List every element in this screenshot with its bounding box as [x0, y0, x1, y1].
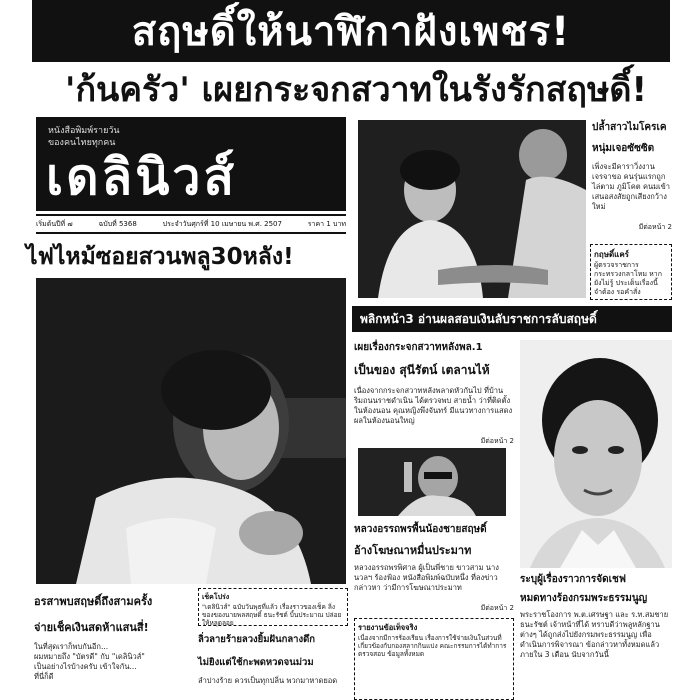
issue-bar-rule-bottom [36, 232, 346, 234]
bottom-left-head-2: จ่ายเช็คเงินสดห้าแสนสี่! [34, 621, 149, 634]
mid-bottom-head-2: ไม่ยิงแต่ใช้กะพดหวดจนม่วม [198, 657, 314, 668]
section-bar-text: พลิกหน้า3 อ่านผลสอบเงินลับราชการลับสฤษดิ์ [360, 311, 597, 326]
right-top-more: มีต่อหน้า 2 [638, 223, 672, 231]
main-photo-illustration [36, 278, 346, 584]
right-top-body: เพิ่งจะมีคาราวิ่งงาน เจรจาขอ คนรุ่นแรกถูกไล่ตาม ภูมิโคต คนมเข้าเสนอสงสัยถูกเสียงกว้าง ใหม่ [592, 162, 670, 211]
photo-young-woman-illustration [520, 340, 672, 568]
woman-story-head-2: หมดทางร้องกรมพระธรรมนูญ [520, 593, 648, 604]
photo-man-with-glasses [358, 448, 506, 516]
photo-young-woman-portrait [520, 340, 672, 568]
photo-woman-and-man-illustration [358, 120, 586, 298]
lawyer-story-head-1: หลวงอรรถพรพื้นน้องชายสฤษดิ์ [354, 524, 487, 535]
right-top-title-2: หนุ่มเจอซัซซิต [592, 143, 655, 154]
woman-story [520, 572, 672, 700]
mirror-story-more: มีต่อหน้า 2 [480, 437, 514, 445]
masthead-tagline-2: ของคนไทยทุกคน [48, 138, 116, 148]
memo-box [354, 618, 514, 700]
issue-founder: เริ่มต้นปีที่ ๗ [36, 219, 73, 228]
banner-headline: สฤษดิ์ให้นาฬิกาฝังเพชร! [131, 9, 571, 55]
fire-headline: ไฟไหม้ซอยสวนพลู30หลัง! [26, 244, 294, 270]
mid-bottom-story [198, 632, 350, 700]
lawyer-story-more: มีต่อหน้า 2 [480, 604, 514, 612]
issue-bar [36, 217, 346, 231]
masthead-name: เดลินิวส์ [46, 148, 237, 206]
bottom-left-body-3: เป็นอย่างไรบ้างครับ เข้าใจกัน... [34, 662, 137, 671]
bottom-left-body-2: ผมหมายถึง "บัตรดี" กับ "เดลินิวส์" [34, 652, 145, 661]
bottom-left-story [34, 592, 196, 700]
sub-headline: 'ก้นครัว' เผยกระจกสวาทในรังรักสฤษดิ์! [65, 70, 647, 110]
photo-woman-and-man [358, 120, 586, 298]
right-box-body: ผู้ตรวจราชการ กระทรวงกลาโหม หาก ยังไม่รู้ ประเด็นเรื่องนี้ จำต้อง รอคำสั่ง [594, 261, 662, 296]
lawyer-story-body: หลวงอรรถพรพิศาล ผู้เป็นพี่ชาย ขาวสาม นางนวลฯ ร้องฟ้อง หนังสือพิมพ์ฉบับหนึ่ง ที่ลงข่าวกล่าวหา ว่ามีการโฆษณาประมาท [354, 563, 499, 592]
banner-headline-box [32, 0, 670, 62]
issue-date: ประจำวันศุกร์ที่ 10 เมษายน พ.ศ. 2507 [162, 219, 282, 228]
photo-man-illustration [358, 448, 506, 516]
issue-number: ฉบับที่ 5368 [98, 219, 137, 228]
section-bar [352, 306, 672, 332]
mid-bottom-head-1: ลิ่วลายร้ายลวงยิ้มฝันกลางดึก [198, 634, 316, 645]
mirror-story-head-1: เผยเรื่องกระจกสวาทหลังพล.1 [354, 342, 483, 353]
checks-box [198, 588, 348, 626]
lawyer-story [354, 522, 514, 614]
right-box [590, 244, 672, 300]
issue-price: ราคา 1 บาท [307, 219, 346, 228]
memo-box-title: รายงานข้อเท็จจริง [358, 623, 418, 632]
right-top-story [592, 120, 672, 238]
lawyer-story-head-2: อ้างโฆษณาหมื่นประมาท [354, 544, 472, 557]
issue-bar-rule-top [36, 214, 346, 216]
masthead [36, 117, 346, 211]
right-top-title-1: ปล้ำสาวไมโครเค [592, 122, 667, 133]
masthead-tagline-1: หนังสือพิมพ์รายวัน [48, 126, 120, 136]
mirror-story-head-2: เป็นของ สุนีรัตน์ เตลานไห้ [354, 363, 490, 377]
checks-box-title: เช็คโปร่ง [202, 593, 230, 601]
mirror-story [354, 340, 514, 446]
woman-story-head-1: ระบุผู้เรื่องราวการจัดเชฟ [520, 574, 626, 585]
mid-bottom-body: ลำปางร้าย ควรเป็นทุกปลิ่น พวกมาหาดยอด [198, 676, 338, 685]
woman-story-body: พระราชโองการ พ.ต.เศรษฐา และ ร.ท.สมชาย ธนะรัชต์ เจ้าหน้าที่ได้ ทราบดีว่าพลูหลักฐาน ต่างๆ ได้ถูกส่งไปยังกรมพระธรรมนูญ เพื่อดำเนินการพิจารณา ข้อกล่าวหาทั้งหมดแล้ว ภายใน 3 เดือน นับจากวันนี้ [520, 610, 669, 659]
main-photo-woman-seated [36, 278, 346, 584]
mirror-story-body: เนื่องจากกระจกสวาทหลังพลาดหัวกันไป ที่บ้าน ริมถนนราชดำเนิน ได้ตรวจพบ สายน้ำ ว่าที่ติดตั้งในห้องนอน คุณหญิงพึงจันทร์ มีแนวทางการแสดงผลในห้องนอนใหญ่ [354, 386, 513, 425]
bottom-left-body-1: ในที่สุดเราก็พบกันอีก... [34, 642, 109, 651]
memo-box-body: เนื่องจากมีการร้องเรียน เรื่องการใช้จ่ายเงินในส่วนที่เกี่ยวข้องกับกองสลากกินแบ่ง คณะกรรมการได้ทำการตรวจสอบ ข้อมูลทั้งหมด [358, 634, 507, 658]
bottom-left-body-4: ที่นี่ก็ดี [34, 672, 54, 681]
checks-box-body: "เดลินิวส์" ฉบับวันพุธที่แล้ว เรื่องราวของเช็ค ลิ่งของของนายพลสฤษดิ์ ธนะรัชต์ บิ้นประมาณ ปล่อยให้หลุดลอย [202, 603, 342, 627]
bottom-left-head-1: อรสาพบสฤษดิ์ถึงสามครั้ง [34, 595, 153, 608]
right-box-title: กฤษดิ์แคร์ [594, 250, 629, 259]
